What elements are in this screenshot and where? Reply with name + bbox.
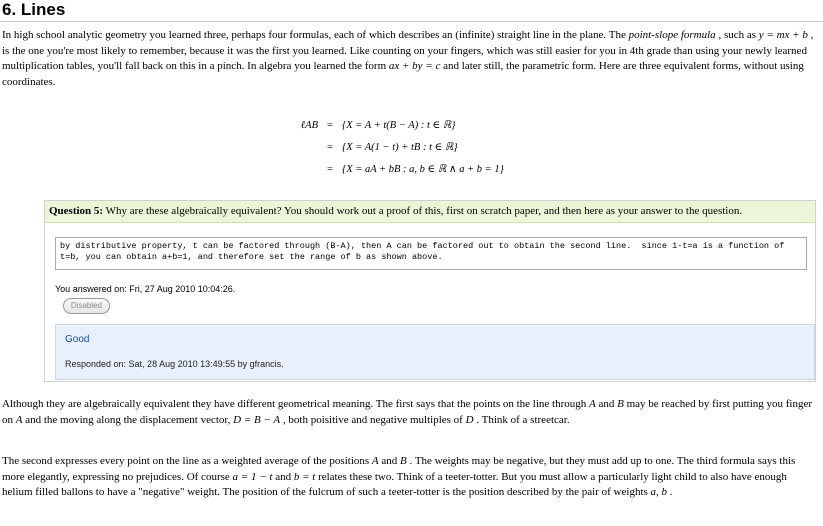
question-label: Question 5: [49,205,104,217]
equation-row [290,159,504,181]
geometric-meaning-paragraph: Although they are algebraically equivalent they have different geometrical meaning. The first says that the points on the line through A and B may be reached by first putting you finger on A and the moving along the displacement vector, D = B − A , both poisitive and negative multiples of D . Think of a streetcar. [2,398,813,426]
title-divider [0,21,823,22]
point-slope-term: point-slope formula [628,29,716,41]
intro-text-1: In high school analytic geometry you learned three, perhaps four formulas, each of which describes an (infinite) straight line in the plane. The [2,29,629,41]
standard-form-equation: ax + by = c [388,60,441,72]
equals-sign: = [327,142,333,153]
question-header [45,201,815,223]
equation-1: {X = A + t(B − A) : t ∈ ℝ} [342,120,456,131]
intro-text-2: , such as [715,29,759,41]
responded-timestamp: Responded on: Sat, 28 Aug 2010 13:49:55 by gfrancis. [65,359,284,369]
equation-2: {X = A(1 − t) + tB : t ∈ ℝ} [342,142,458,153]
question-panel [44,200,816,382]
section-title: 6. Lines [2,0,66,19]
equation-3: {X = aA + bB : a, b ∈ ℝ ∧ a + b = 1} [342,164,504,175]
equation-row [290,137,504,159]
slope-intercept-equation: y = mx + b [758,29,808,41]
displacement-vector-equation: D = B − A [233,413,281,426]
intro-text-3: , is the one you're most likely to remember, because it was the first you learned. Like counting on your fingers, which was still easier for you in 4th grade than using your newly learned multiplication tables, you'll fall back on this in a pinch. In algebra you learned the form [2,29,814,72]
response-panel [55,324,815,380]
equals-sign: = [327,164,333,175]
answered-timestamp: You answered on: Fri, 27 Aug 2010 10:04:26. [55,284,236,294]
intro-paragraph [2,28,814,90]
weight-a-equation: a = 1 − t [232,470,273,483]
question-text: Why are these algebraically equivalent? You should work out a proof of this, first on scratch paper, and then here as your answer to the question. [103,205,743,217]
equation-block [290,115,504,181]
intro-text-4: and later still, the parametric form. Here are three equivalent forms, without using coordinates. [2,60,804,88]
equation-row [290,115,504,137]
response-text: Good [65,334,90,345]
line-symbol: ℓAB [300,120,318,131]
disabled-button[interactable]: Disabled [63,298,110,314]
equals-sign: = [327,120,333,131]
weight-b-equation: b = t [293,470,316,483]
answer-textarea[interactable]: by distributive property, t can be factored through (B-A), then A can be factored out to obtain the second line. since 1-t=a is a function of t=b, you can obtain a+b=1, and therefore set the range of b as shown above. [55,237,807,270]
weighted-average-paragraph: The second expresses every point on the line as a weighted average of the positions A and B . The weights may be negative, but they must add up to one. The third formula says this more elegantly, expressing no prejudices. Of course a = 1 − t and b = t relates these two. Think of a teeter-totter. But you must allow a particularly light child to also have enough helium filled ballons to have a "negative" weight. The position of the fulcrum of such a teeter-totter is the position described by the pair of weights a, b . [2,455,796,498]
